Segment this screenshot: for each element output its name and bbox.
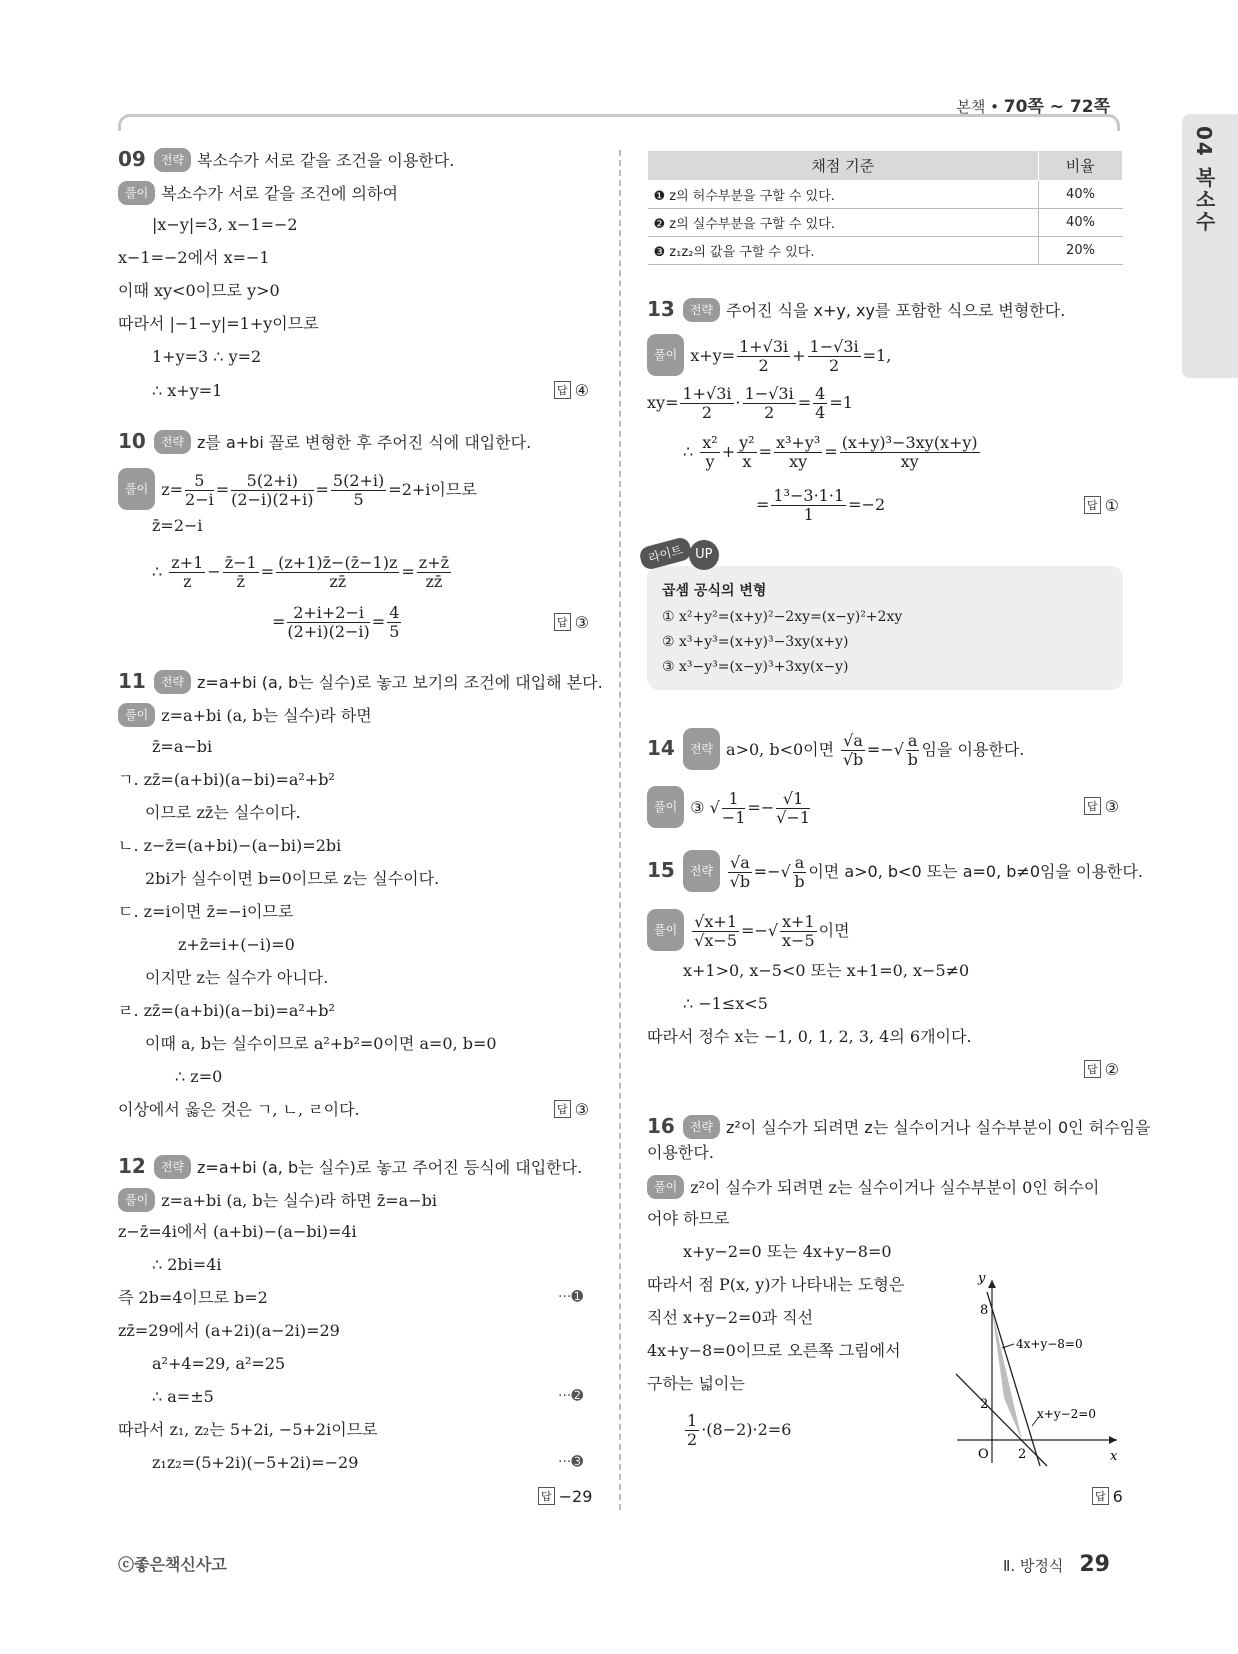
column-divider xyxy=(619,150,621,1510)
x-axis-arrow-icon xyxy=(1109,1436,1117,1444)
answer-label: 답 xyxy=(1084,1060,1101,1078)
q09-answer-value: ④ xyxy=(574,381,589,400)
q11-line-4: 이므로 zz̄는 실수이다. xyxy=(145,803,301,822)
tip-badge-up: UP xyxy=(689,540,719,570)
grading-table xyxy=(647,150,1123,265)
q10-fraction: $\frac{5}{2-i}$ xyxy=(185,471,214,509)
q09-line-1 xyxy=(118,181,398,205)
y-tick-2: 2 xyxy=(980,1397,989,1412)
q16-line-5: 직선 x+y−2=0과 직선 xyxy=(647,1308,814,1327)
q10-fraction: $\frac{z+z̄}{zz̄}$ xyxy=(418,553,450,591)
q10-fraction: $\frac{5(2+i)}{(2-i)(2+i)}$ xyxy=(231,471,314,509)
solution-tag: 풀이 xyxy=(647,909,684,951)
solution-tag: 풀이 xyxy=(647,334,684,376)
tip-item-2: ② x³+y³=(x+y)³−3xy(x+y) xyxy=(662,634,849,650)
q13-answer-value: ① xyxy=(1104,496,1119,515)
q12-line-7: ∴ a=±5 xyxy=(152,1387,214,1406)
solution-tag: 풀이 xyxy=(118,181,155,205)
q14-heading: 14 전략 a>0, b<0이면 $\frac{√a}{√b}$ =−√ $\frac{a}{b}$ 임을 이용한다. xyxy=(647,728,1024,770)
q10-strategy: z를 a+bi 꼴로 변형한 후 주어진 식에 대입한다. xyxy=(197,433,532,452)
q16-area xyxy=(683,1410,791,1450)
answer-label: 답 xyxy=(1092,1487,1109,1505)
q10-fraction: $\frac{(z+1)z̄-(z̄-1)z}{zz̄}$ xyxy=(278,553,398,591)
q09-line-5: 따라서 |−1−y|=1+y이므로 xyxy=(118,314,319,333)
grading-ratio: 40% xyxy=(1038,209,1123,237)
q11-line-12: ∴ z=0 xyxy=(175,1067,223,1086)
q11-line-9: 이지만 z는 실수가 아니다. xyxy=(145,968,329,987)
q09-answer xyxy=(554,381,589,400)
q10-fraction: $\frac{2+i+2-i}{(2+i)(2-i)}$ xyxy=(287,603,370,641)
q10-line-3: ∴ $\frac{z+1}{z}$ − $\frac{z̄-1}{z̄}$ = $\frac{(z+1)z̄-(z̄-1)z}{zz̄}$ = $\frac{z+z̄}{zz̄}$ xyxy=(152,553,450,591)
q16-strategy: z²이 실수가 되려면 z는 실수이거나 실수부분이 0인 허수임을 xyxy=(726,1118,1151,1137)
q15-answer xyxy=(1084,1060,1119,1079)
q16-line-3: x+y−2=0 또는 4x+y−8=0 xyxy=(683,1242,892,1261)
q10-text: ∴ xyxy=(152,562,163,581)
q14-fraction: $\frac{√a}{√b}$ xyxy=(842,731,864,769)
solution-tag: 풀이 xyxy=(647,1175,684,1199)
q09-number: 09 xyxy=(118,147,146,171)
strategy-tag: 전략 xyxy=(154,1155,191,1179)
shaded-region xyxy=(992,1310,1022,1440)
q13-heading xyxy=(647,298,1065,322)
q13-line-3: ∴ $\frac{\text{x²}}{y}$ + $\frac{\text{y²}}{x}$ = $\frac{\text{x³+y³}}{xy}$ = $\frac{\text{(x+y)³−3xy(x+y)}}{xy}$ xyxy=(683,433,978,471)
q12-line-1 xyxy=(118,1188,437,1212)
q10-line-1: 풀이 z= $\frac{5}{2-i}$ = $\frac{5(2+i)}{(2-i)(2+i)}$ = $\frac{5(2+i)}{5}$ =2+i이므로 xyxy=(118,468,477,510)
q14-text: 임을 이용한다. xyxy=(921,740,1025,759)
answer-label: 답 xyxy=(538,1487,555,1505)
strategy-tag: 전략 xyxy=(154,430,191,454)
grading-criteria: ❶ z의 허수부분을 구할 수 있다. xyxy=(648,181,1039,209)
answer-label: 답 xyxy=(554,613,571,631)
q11-answer xyxy=(554,1100,589,1119)
q10-text: z= xyxy=(161,480,184,499)
strategy-tag: 전략 xyxy=(683,1115,720,1139)
q10-heading xyxy=(118,430,531,454)
q10-text: =2+i이므로 xyxy=(388,480,477,499)
q12-line-3: ∴ 2bi=4i xyxy=(152,1255,222,1274)
q10-line-2: z̄=2−i xyxy=(152,516,203,535)
q13-fraction: $\frac{\text{y²}}{x}$ xyxy=(739,433,755,471)
q10-fraction: $\frac{z+1}{z}$ xyxy=(171,553,204,591)
grading-ratio: 40% xyxy=(1038,181,1123,209)
q09-line-6: 1+y=3 ∴ y=2 xyxy=(152,347,262,366)
q12-answer-value: −29 xyxy=(558,1487,593,1506)
tip-badge xyxy=(640,540,719,570)
q15-line-3: 따라서 정수 x는 −1, 0, 1, 2, 3, 4의 6개이다. xyxy=(647,1027,972,1046)
line-label-4x-y-8: 4x+y−8=0 xyxy=(1016,1337,1083,1351)
q15-solution: 풀이 $\frac{√x+1}{√x-5}$ =−√ $\frac{x+1}{x-5}$ 이면 xyxy=(647,909,850,951)
y-axis-label: y xyxy=(978,1271,986,1286)
q10-answer-value: ③ xyxy=(574,613,589,632)
q12-line-8: 따라서 z₁, z₂는 5+2i, −5+2i이므로 xyxy=(118,1420,378,1439)
q09-line-3: x−1=−2에서 x=−1 xyxy=(118,248,270,267)
q13-number: 13 xyxy=(647,297,675,321)
q15-answer-value: ② xyxy=(1104,1060,1119,1079)
y-axis-arrow-icon xyxy=(988,1280,996,1288)
q16-graph xyxy=(942,1268,1122,1468)
q16-text: ·(8−2)·2=6 xyxy=(701,1420,792,1439)
tip-item-1: ① x²+y²=(x+y)²−2xy=(x−y)²+2xy xyxy=(662,609,903,625)
q14-answer-value: ③ xyxy=(1104,797,1119,816)
q11-line-10: ㄹ. zz̄=(a+bi)(a−bi)=a²+b² xyxy=(118,1001,335,1020)
x-tick-2: 2 xyxy=(1018,1447,1027,1462)
q15-text: 이면 a>0, b<0 또는 a=0, b≠0임을 이용한다. xyxy=(808,862,1143,881)
strategy-tag: 전략 xyxy=(154,670,191,694)
q14-solution: 풀이 ③ √ $\frac{1}{-1}$ =− $\frac{√1}{√-1}$ xyxy=(647,786,812,828)
q15-text: 이면 xyxy=(818,921,850,940)
q16-text: z²이 실수가 되려면 z는 실수이거나 실수부분이 0인 허수이 xyxy=(690,1178,1100,1197)
q13-line-4: = $\frac{\text{1³−3·1·1}}{1}$ =−2 xyxy=(756,486,886,524)
grading-header-row xyxy=(648,151,1123,181)
q11-line-13: 이상에서 옳은 것은 ㄱ, ㄴ, ㄹ이다. xyxy=(118,1100,360,1119)
q11-heading xyxy=(118,670,603,694)
q15-text: =− xyxy=(741,921,768,940)
publisher-logo: ⓒ좋은책신사고 xyxy=(118,1555,227,1574)
q11-line-1 xyxy=(118,703,372,727)
q11-line-7: ㄷ. z=i이면 z̄=−i이므로 xyxy=(118,902,294,921)
q13-fraction: $\frac{1-√3i}{2}$ xyxy=(809,337,859,375)
q15-number: 15 xyxy=(647,858,675,882)
q11-answer-value: ③ xyxy=(574,1100,589,1119)
q15-fraction: $\frac{x+1}{x-5}$ xyxy=(782,912,815,950)
q16-line-4: 따라서 점 P(x, y)가 나타내는 도형은 xyxy=(647,1275,905,1294)
q09-line-4: 이때 xy<0이므로 y>0 xyxy=(118,281,280,300)
q12-number: 12 xyxy=(118,1154,146,1178)
solution-tag: 풀이 xyxy=(118,703,155,727)
q13-fraction: $\frac{4}{4}$ xyxy=(815,384,826,422)
q11-line-2: z̄=a−bi xyxy=(152,737,213,756)
q11-line-11: 이때 a, b는 실수이므로 a²+b²=0이면 a=0, b=0 xyxy=(145,1034,497,1053)
q13-text: x+y= xyxy=(690,346,736,365)
solution-tag: 풀이 xyxy=(118,468,155,510)
q15-fraction: $\frac{√a}{√b}$ xyxy=(729,853,751,891)
q10-number: 10 xyxy=(118,429,146,453)
grading-criteria: ❷ z의 실수부분을 구할 수 있다. xyxy=(648,209,1039,237)
q09-line-7: ∴ x+y=1 xyxy=(152,381,223,400)
q13-text: ∴ xyxy=(683,442,694,461)
q09-heading xyxy=(118,148,454,172)
q09-line-2: |x−y|=3, x−1=−2 xyxy=(152,215,298,234)
table-row xyxy=(648,237,1123,265)
q14-text: =− xyxy=(747,798,775,817)
tip-item-3: ③ x³−y³=(x−y)³+3xy(x−y) xyxy=(662,659,849,675)
answer-label: 답 xyxy=(554,1100,571,1118)
q14-fraction: $\frac{a}{b}$ xyxy=(907,731,918,769)
grading-header-ratio: 비율 xyxy=(1038,151,1123,181)
q12-line-2: z−z̄=4i에서 (a+bi)−(a−bi)=4i xyxy=(118,1222,357,1241)
q12-line-6: a²+4=29, a²=25 xyxy=(152,1354,286,1373)
q13-strategy: 주어진 식을 x+y, xy를 포함한 식으로 변형한다. xyxy=(726,301,1066,320)
q12-line-4: 즉 2b=4이므로 b=2 xyxy=(118,1288,268,1307)
tip-badge-text: 라이트 xyxy=(638,536,693,571)
q15-text: =− xyxy=(753,862,781,881)
q15-line-1: x+1>0, x−5<0 또는 x+1=0, x−5≠0 xyxy=(683,961,970,980)
q12-line-9: z₁z₂=(5+2i)(−5+2i)=−29 xyxy=(152,1453,359,1472)
q12-line-5: zz̄=29에서 (a+2i)(a−2i)=29 xyxy=(118,1321,340,1340)
q11-line-3: ㄱ. zz̄=(a+bi)(a−bi)=a²+b² xyxy=(118,770,335,789)
q13-text: =1, xyxy=(862,346,892,365)
solution-tag: 풀이 xyxy=(118,1188,155,1212)
solution-tag: 풀이 xyxy=(647,786,684,828)
q13-fraction: $\frac{1-√3i}{2}$ xyxy=(744,384,794,422)
q13-line-1: 풀이 x+y= $\frac{1+√3i}{2}$ + $\frac{1-√3i}{2}$ =1, xyxy=(647,334,891,376)
q11-number: 11 xyxy=(118,669,146,693)
q16-strategy-2: 이용한다. xyxy=(647,1143,714,1162)
page-reference-pages: 70쪽 ~ 72쪽 xyxy=(1003,97,1110,117)
q12-marker-3: ···➌ xyxy=(558,1454,584,1470)
q10-fraction: $\frac{z̄-1}{z̄}$ xyxy=(224,553,257,591)
line-x-y-2 xyxy=(956,1374,1047,1466)
q13-line-2: xy= $\frac{1+√3i}{2}$ · $\frac{1-√3i}{2}$ = $\frac{4}{4}$ =1 xyxy=(647,384,853,422)
q12-answer xyxy=(538,1487,592,1506)
top-rule xyxy=(118,114,1120,131)
q16-answer-value: 6 xyxy=(1112,1487,1123,1506)
q12-marker-1: ···➊ xyxy=(558,1289,584,1305)
q12-text: z=a+bi (a, b는 실수)라 하면 z̄=a−bi xyxy=(161,1191,437,1210)
q13-text: =1 xyxy=(829,393,853,412)
q13-text: xy= xyxy=(647,393,679,412)
q12-heading xyxy=(118,1155,582,1179)
q14-answer xyxy=(1084,797,1119,816)
q09-text: 복소수가 서로 같을 조건에 의하여 xyxy=(161,184,398,203)
q16-line-1 xyxy=(647,1175,1099,1199)
q13-fraction: $\frac{1+√3i}{2}$ xyxy=(682,384,732,422)
strategy-tag: 전략 xyxy=(683,728,720,770)
grading-criteria: ❸ z₁z₂의 값을 구할 수 있다. xyxy=(648,237,1039,265)
q09-strategy: 복소수가 서로 같을 조건을 이용한다. xyxy=(197,151,455,170)
q10-fraction: $\frac{5(2+i)}{5}$ xyxy=(332,471,385,509)
chapter-name: Ⅱ. 방정식 xyxy=(1002,1557,1064,1575)
q16-number: 16 xyxy=(647,1114,675,1138)
q16-line-7: 구하는 넓이는 xyxy=(647,1374,745,1393)
q12-strategy: z=a+bi (a, b는 실수)로 놓고 주어진 등식에 대입한다. xyxy=(197,1158,583,1177)
q11-line-8: z+z̄=i+(−i)=0 xyxy=(178,935,295,954)
q13-text: =−2 xyxy=(848,495,886,514)
q15-fraction: $\frac{√x+1}{√x-5}$ xyxy=(694,912,737,950)
page-number: 29 xyxy=(1079,1552,1110,1577)
q16-line-2: 어야 하므로 xyxy=(647,1209,730,1228)
q15-line-2: ∴ −1≤x<5 xyxy=(683,994,768,1013)
q13-answer xyxy=(1084,496,1119,515)
q14-fraction: $\frac{1}{-1}$ xyxy=(721,789,746,827)
table-row xyxy=(648,181,1123,209)
q15-heading: 15 전략 $\frac{√a}{√b}$ =−√ $\frac{a}{b}$ 이면 a>0, b<0 또는 a=0, b≠0임을 이용한다. xyxy=(647,850,1143,892)
q13-fraction: $\frac{1+√3i}{2}$ xyxy=(739,337,789,375)
chapter-tab xyxy=(1182,114,1238,378)
line-label-x-y-2: x+y−2=0 xyxy=(1037,1407,1096,1421)
answer-label: 답 xyxy=(1084,496,1101,514)
x-axis-label: x xyxy=(1110,1449,1118,1464)
q16-heading xyxy=(647,1115,1151,1139)
q11-line-5: ㄴ. z−z̄=(a+bi)−(a−bi)=2bi xyxy=(118,836,342,855)
q14-fraction: $\frac{√1}{√-1}$ xyxy=(776,789,810,827)
q11-strategy: z=a+bi (a, b는 실수)로 놓고 보기의 조건에 대입해 본다. xyxy=(197,673,603,692)
strategy-tag: 전략 xyxy=(683,850,720,892)
q13-fraction: $\frac{\text{(x+y)³−3xy(x+y)}}{xy}$ xyxy=(841,433,978,471)
grading-header-criteria: 채점 기준 xyxy=(648,151,1039,181)
q13-fraction: $\frac{\text{1³−3·1·1}}{1}$ xyxy=(773,486,845,524)
q16-line-6: 4x+y−8=0이므로 오른쪽 그림에서 xyxy=(647,1341,901,1360)
q15-fraction: $\frac{a}{b}$ xyxy=(794,853,805,891)
answer-label: 답 xyxy=(554,381,571,399)
q13-fraction: $\frac{\text{x²}}{y}$ xyxy=(702,433,718,471)
grading-ratio: 20% xyxy=(1038,237,1123,265)
tip-title: 곱셈 공식의 변형 xyxy=(662,583,767,599)
q12-marker-2: ···➋ xyxy=(558,1388,584,1404)
q14-number: 14 xyxy=(647,736,675,760)
strategy-tag: 전략 xyxy=(683,298,720,322)
q16-answer xyxy=(1092,1487,1123,1506)
q10-fraction: $\frac{4}{5}$ xyxy=(389,603,400,641)
footer-chapter xyxy=(1003,1552,1110,1577)
y-tick-8: 8 xyxy=(980,1303,989,1318)
q10-answer xyxy=(554,613,589,632)
q14-text: =− xyxy=(866,740,894,759)
q11-text: z=a+bi (a, b는 실수)라 하면 xyxy=(161,706,372,725)
q14-text: a>0, b<0이면 xyxy=(726,740,835,759)
answer-label: 답 xyxy=(1084,797,1101,815)
chapter-tab-label: 04 복소수 xyxy=(1192,126,1216,233)
q11-line-6: 2bi가 실수이면 b=0이므로 z는 실수이다. xyxy=(145,869,440,888)
page-reference-prefix: 본책 • xyxy=(956,98,999,116)
q13-fraction: $\frac{\text{x³+y³}}{xy}$ xyxy=(775,433,821,471)
strategy-tag: 전략 xyxy=(154,148,191,172)
q16-fraction: $\frac{1}{2}$ xyxy=(687,1411,698,1449)
table-row xyxy=(648,209,1123,237)
q14-text: ③ xyxy=(690,798,705,817)
q10-line-4: = $\frac{2+i+2-i}{(2+i)(2-i)}$ = $\frac{4}{5}$ xyxy=(272,603,400,641)
origin-label: O xyxy=(978,1447,989,1462)
